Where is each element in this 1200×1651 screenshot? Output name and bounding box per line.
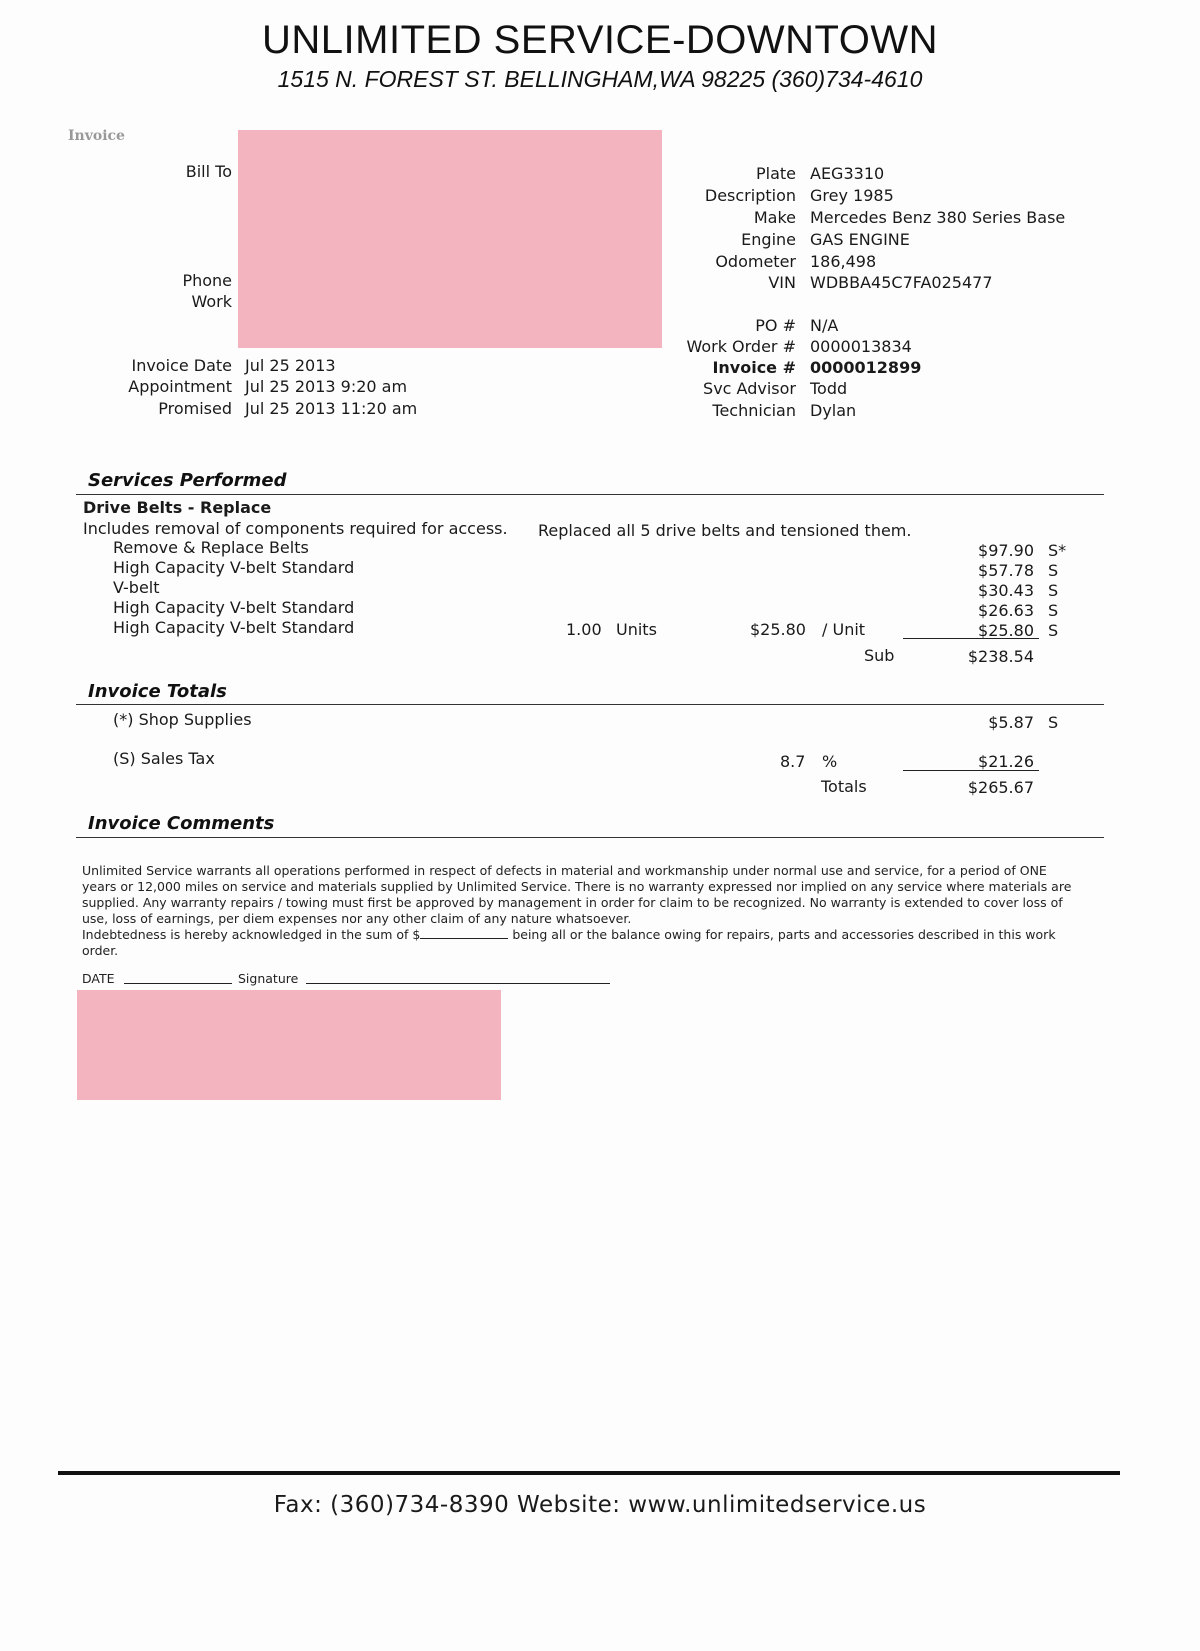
line-item-desc: High Capacity V-belt Standard	[113, 618, 355, 637]
vin-value: WDBBA45C7FA025477	[810, 273, 993, 292]
line-item-qty: 1.00	[566, 620, 602, 639]
shop-address: 1515 N. FOREST ST. BELLINGHAM,WA 98225 (360)734-4610	[277, 66, 923, 92]
sales-tax-label: (S) Sales Tax	[113, 749, 215, 768]
appointment-label: Appointment	[128, 377, 232, 396]
signature-label: Signature	[238, 971, 299, 986]
job-title: Drive Belts - Replace	[83, 498, 272, 517]
odometer-value: 186,498	[810, 252, 877, 271]
indebtedness-prefix: Indebtedness is hereby acknowledged in the sum of $	[82, 927, 421, 942]
engine-label: Engine	[741, 230, 796, 249]
line-item-amount: $30.43	[978, 581, 1034, 600]
comments-rule	[76, 837, 1104, 838]
totals-heading: Invoice Totals	[88, 681, 227, 702]
line-item-flag: S	[1048, 601, 1059, 620]
grand-total-label: Totals	[821, 777, 867, 796]
footer-contact: Fax: (360)734-8390 Website: www.unlimitedservice.us	[273, 1492, 927, 1518]
redacted-signature-block	[77, 990, 501, 1100]
technician-value: Dylan	[810, 401, 857, 420]
make-value: Mercedes Benz 380 Series Base	[810, 208, 1066, 227]
job-note: Includes removal of components required for access.	[83, 519, 508, 538]
date-label: DATE	[82, 971, 115, 986]
subtotal-label: Sub	[864, 646, 895, 665]
line-item-desc: V-belt	[113, 578, 160, 597]
sales-tax-amount: $21.26	[978, 752, 1034, 771]
subtotal-amount: $238.54	[967, 647, 1034, 666]
document-type-label: Invoice	[68, 128, 125, 144]
po-label: PO #	[755, 316, 796, 335]
line-item-qty-unit: Units	[616, 620, 657, 639]
line-item-amount: $57.78	[978, 561, 1034, 580]
line-item-unit-price: $25.80	[750, 620, 806, 639]
make-label: Make	[753, 208, 796, 227]
plate-value: AEG3310	[810, 164, 885, 183]
date-line	[124, 983, 232, 984]
work-order-value: 0000013834	[810, 337, 912, 356]
line-item-desc: High Capacity V-belt Standard	[113, 558, 355, 577]
redacted-customer-block	[238, 130, 662, 348]
line-item-amount: $97.90	[978, 541, 1034, 560]
line-item-desc: Remove & Replace Belts	[113, 538, 309, 557]
vin-label: VIN	[768, 273, 796, 292]
indebtedness-suffix: being all or the balance owing for repairs, parts and accessories described in this work order.	[82, 927, 1056, 958]
plate-label: Plate	[755, 164, 796, 183]
line-item-flag: S*	[1048, 541, 1067, 560]
indebtedness-blank	[420, 938, 508, 939]
phone-label: Phone	[182, 271, 232, 290]
work-phone-label: Work	[191, 292, 232, 311]
advisor-label: Svc Advisor	[703, 379, 796, 398]
footer-rule	[58, 1471, 1120, 1475]
odometer-label: Odometer	[715, 252, 796, 271]
line-item-per-unit: / Unit	[822, 620, 866, 639]
shop-supplies-label: (*) Shop Supplies	[113, 710, 252, 729]
po-value: N/A	[810, 316, 839, 335]
description-value: Grey 1985	[810, 186, 894, 205]
indebtedness-text	[82, 927, 1082, 959]
warranty-text: Unlimited Service warrants all operations performed in respect of defects in material and workmanship under normal use and service, for a period of ONE years or 12,000 miles on service and materials supplied by Unlimited Service. There is no warranty expressed nor implied on any service where materials are supplied. Any warranty repairs / towing must first be approved by management in order for claim to be recognized. No warranty is extended to cover loss of use, loss of earnings, per diem expenses nor any other claim of any nature whatsoever.	[82, 863, 1072, 926]
shop-supplies-amount: $5.87	[988, 713, 1034, 732]
sales-tax-percent: %	[822, 752, 838, 771]
technician-label: Technician	[712, 401, 796, 420]
invoice-number-label: Invoice #	[712, 358, 796, 377]
promised-time: Jul 25 2013 11:20 am	[245, 399, 418, 418]
job-comment: Replaced all 5 drive belts and tensioned them.	[538, 521, 912, 540]
line-item-amount: $25.80	[978, 621, 1034, 640]
bill-to-label: Bill To	[185, 162, 232, 181]
totals-rule	[76, 704, 1104, 705]
line-item-desc: High Capacity V-belt Standard	[113, 598, 355, 617]
shop-name: UNLIMITED SERVICE-DOWNTOWN	[262, 18, 938, 62]
services-rule	[76, 494, 1104, 495]
appointment-time: Jul 25 2013 9:20 am	[245, 377, 408, 396]
description-label: Description	[704, 186, 796, 205]
totals-underline	[903, 770, 1039, 771]
line-item-amount: $26.63	[978, 601, 1034, 620]
invoice-date: Jul 25 2013	[245, 356, 336, 375]
engine-value: GAS ENGINE	[810, 230, 910, 249]
line-item-flag: S	[1048, 581, 1059, 600]
shop-supplies-flag: S	[1048, 713, 1059, 732]
invoice-date-label: Invoice Date	[131, 356, 232, 375]
line-item-flag: S	[1048, 561, 1059, 580]
subtotal-rule	[903, 638, 1039, 639]
comments-heading: Invoice Comments	[88, 813, 275, 834]
signature-line	[306, 983, 610, 984]
invoice-number: 0000012899	[810, 358, 922, 377]
services-heading: Services Performed	[88, 470, 287, 491]
advisor-value: Todd	[810, 379, 848, 398]
line-item-flag: S	[1048, 621, 1059, 640]
promised-label: Promised	[158, 399, 232, 418]
sales-tax-rate: 8.7	[780, 752, 806, 771]
grand-total-amount: $265.67	[967, 778, 1034, 797]
work-order-label: Work Order #	[686, 337, 796, 356]
